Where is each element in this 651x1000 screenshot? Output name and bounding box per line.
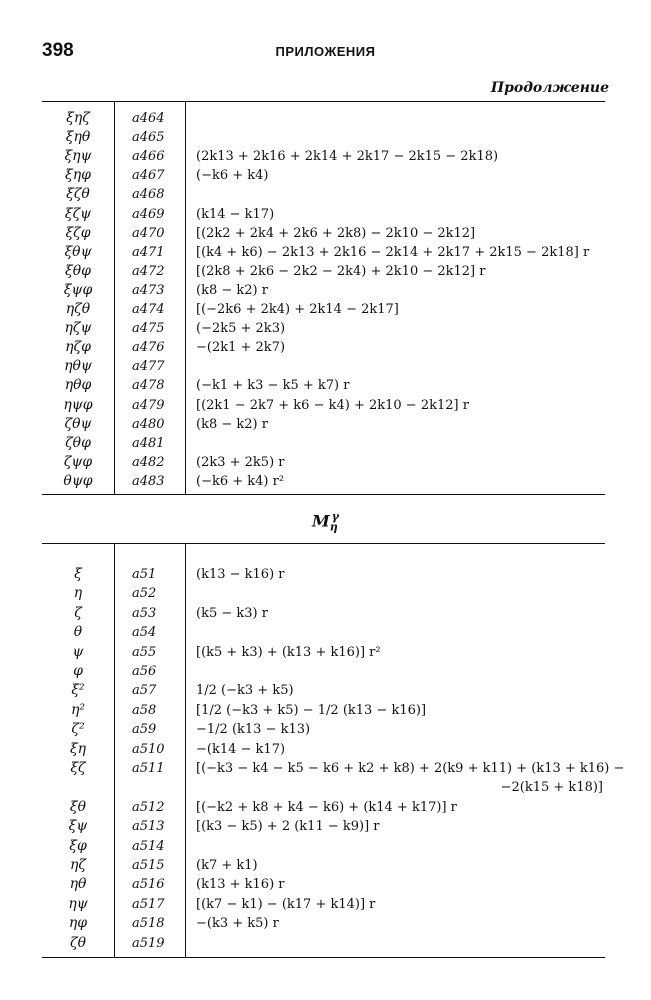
row-expression: [(k4 + k6) − 2k13 + 2k16 − 2k14 + 2k17 + 2k15 − 2k18] r xyxy=(196,244,590,260)
table-row xyxy=(0,109,651,128)
table-row xyxy=(0,895,651,914)
table-row xyxy=(0,300,651,319)
row-coefficient: a481 xyxy=(132,435,165,451)
row-coefficient: a472 xyxy=(132,263,165,279)
row-symbol: ηψφ xyxy=(63,396,93,413)
row-symbol: ηζθ xyxy=(65,301,91,317)
table-row xyxy=(0,681,651,700)
row-symbol: ηζψ xyxy=(64,320,92,337)
row-expression-continuation: −2(k15 + k18)] xyxy=(500,780,603,796)
table-row xyxy=(0,759,651,778)
row-expression: [(k5 + k3) + (k13 + k16)] r² xyxy=(196,644,381,660)
row-symbol: η xyxy=(73,585,83,602)
row-expression: 1/2 (−k3 + k5) xyxy=(196,683,294,699)
row-coefficient: a515 xyxy=(132,858,165,873)
row-coefficient: a483 xyxy=(132,473,165,489)
row-symbol: ζθ xyxy=(69,934,87,951)
row-expression: [(k3 − k5) + 2 (k11 − k9)] r xyxy=(196,819,380,835)
row-expression: (k13 + k16) r xyxy=(196,877,285,893)
row-symbol: ξζψ xyxy=(64,205,92,222)
table-row xyxy=(0,472,651,491)
row-coefficient: a468 xyxy=(132,187,165,203)
row-coefficient: a517 xyxy=(132,896,165,912)
row-expression: (k7 + k1) xyxy=(196,858,258,873)
row-coefficient: a478 xyxy=(132,378,165,394)
row-coefficient: a513 xyxy=(132,819,165,835)
row-symbol: ψ xyxy=(72,643,84,660)
table-row xyxy=(0,262,651,281)
row-expression: (−2k5 + 2k3) xyxy=(196,321,286,337)
table-row xyxy=(0,243,651,262)
row-symbol: ξψ xyxy=(68,818,88,835)
row-coefficient: a469 xyxy=(132,206,165,222)
row-coefficient: a519 xyxy=(132,935,165,951)
row-coefficient: a514 xyxy=(132,838,165,854)
row-coefficient: a476 xyxy=(132,340,165,356)
row-expression: −(k14 − k17) xyxy=(196,741,286,757)
table-row xyxy=(0,701,651,720)
row-symbol: ξζθ xyxy=(66,186,90,203)
row-symbol: ηθφ xyxy=(64,377,92,394)
table-row xyxy=(0,281,651,300)
row-symbol: ζψφ xyxy=(63,453,93,470)
row-symbol: ξηψ xyxy=(64,148,92,165)
table-row xyxy=(0,453,651,472)
row-symbol: ζθψ xyxy=(64,415,92,432)
row-coefficient: a512 xyxy=(132,799,165,815)
table-row xyxy=(0,319,651,338)
row-coefficient: a475 xyxy=(132,321,165,337)
row-expression: [(2k1 − 2k7 + k6 − k4) + 2k10 − 2k12] r xyxy=(196,397,469,413)
row-coefficient: a55 xyxy=(132,644,157,660)
row-symbol: ηζφ xyxy=(65,339,91,356)
table-row xyxy=(0,565,651,584)
row-coefficient: a471 xyxy=(132,244,165,260)
row-coefficient: a477 xyxy=(132,359,165,375)
row-symbol: ξζ xyxy=(70,760,86,776)
row-expression: (2k13 + 2k16 + 2k14 + 2k17 − 2k15 − 2k18) xyxy=(196,149,499,165)
row-expression: [(k7 − k1) − (k17 + k14)] r xyxy=(196,896,376,912)
row-coefficient: a465 xyxy=(132,130,165,146)
row-symbol: ζ xyxy=(74,604,82,621)
row-coefficient: a54 xyxy=(132,625,157,641)
row-coefficient: a56 xyxy=(132,664,157,679)
row-expression: (2k3 + 2k5) r xyxy=(196,454,285,470)
table-row xyxy=(0,934,651,953)
row-coefficient: a480 xyxy=(132,416,165,432)
table-row xyxy=(0,357,651,376)
table-row xyxy=(0,396,651,415)
row-symbol: ζ² xyxy=(71,721,85,738)
row-coefficient: a470 xyxy=(132,225,165,241)
row-coefficient: a51 xyxy=(132,567,157,582)
row-symbol: ξ² xyxy=(71,682,85,699)
row-symbol: ξηζ xyxy=(66,110,90,126)
table-row xyxy=(0,643,651,662)
row-symbol: ηθ xyxy=(69,876,87,893)
row-expression: (−k1 + k3 − k5 + k7) r xyxy=(196,378,350,394)
row-coefficient: a511 xyxy=(132,761,165,776)
row-coefficient: a467 xyxy=(132,168,165,184)
row-coefficient: a59 xyxy=(132,722,157,738)
row-expression: [(−k2 + k8 + k4 − k6) + (k14 + k17)] r xyxy=(196,799,457,815)
row-expression: [(−k3 − k4 − k5 − k6 + k2 + k8) + 2(k9 + k11) + (k13 + k16) − xyxy=(196,761,625,776)
row-expression: (−k6 + k4) xyxy=(196,168,269,184)
row-symbol: ζθφ xyxy=(65,434,91,451)
table2-top-rule xyxy=(42,543,605,544)
table-row xyxy=(0,914,651,933)
table-row-continuation xyxy=(0,778,651,797)
table-row xyxy=(0,856,651,875)
table-row xyxy=(0,166,651,185)
table-row xyxy=(0,415,651,434)
running-head: ПРИЛОЖЕНИЯ xyxy=(275,44,376,59)
row-expression: (k8 − k2) r xyxy=(196,416,268,432)
row-coefficient: a473 xyxy=(132,282,165,298)
table-row xyxy=(0,205,651,224)
row-expression: −1/2 (k13 − k13) xyxy=(196,722,311,738)
table1-bottom-rule xyxy=(42,494,605,495)
continuation-label: Продолжение xyxy=(490,80,609,96)
row-symbol: ξφ xyxy=(69,837,87,854)
table-row xyxy=(0,338,651,357)
table-row xyxy=(0,584,651,603)
row-symbol: ηθψ xyxy=(64,358,92,375)
section-title: $M_\eta^\gamma$ xyxy=(312,510,339,534)
table-row xyxy=(0,740,651,759)
row-symbol: ξη xyxy=(69,740,87,757)
row-coefficient: a474 xyxy=(132,302,165,317)
row-coefficient: a479 xyxy=(132,397,165,413)
row-coefficient: a52 xyxy=(132,586,157,602)
row-symbol: ηζ xyxy=(70,857,86,873)
table-row xyxy=(0,720,651,739)
row-symbol: ξζφ xyxy=(65,224,91,241)
row-coefficient: a516 xyxy=(132,877,165,893)
row-symbol: η² xyxy=(71,701,85,718)
table1-top-rule xyxy=(42,101,605,102)
table-row xyxy=(0,147,651,166)
table-row xyxy=(0,798,651,817)
table-row xyxy=(0,434,651,453)
row-symbol: ξηφ xyxy=(65,167,91,184)
table2-bottom-rule xyxy=(42,957,605,958)
row-expression: (−k6 + k4) r² xyxy=(196,473,285,489)
table-row xyxy=(0,662,651,681)
table-row xyxy=(0,837,651,856)
row-symbol: ξθ xyxy=(69,798,87,815)
page-number: 398 xyxy=(42,40,74,61)
row-expression: [(2k8 + 2k6 − 2k2 − 2k4) + 2k10 − 2k12] r xyxy=(196,263,486,279)
row-symbol: ξψφ xyxy=(63,281,93,298)
row-symbol: θ xyxy=(73,624,83,641)
table-row xyxy=(0,875,651,894)
row-expression: (k14 − k17) xyxy=(196,206,275,222)
table-row xyxy=(0,376,651,395)
row-expression: (k13 − k16) r xyxy=(196,567,285,582)
row-coefficient: a464 xyxy=(132,111,165,126)
row-expression: [1/2 (−k3 + k5) − 1/2 (k13 − k16)] xyxy=(196,702,427,718)
table-row xyxy=(0,604,651,623)
row-coefficient: a57 xyxy=(132,683,157,699)
row-expression: (k8 − k2) r xyxy=(196,282,268,298)
row-coefficient: a482 xyxy=(132,454,165,470)
row-coefficient: a53 xyxy=(132,605,157,621)
row-expression: −(2k1 + 2k7) xyxy=(196,340,286,356)
row-symbol: ηψ xyxy=(68,895,88,912)
table-row xyxy=(0,224,651,243)
row-symbol: ξ xyxy=(74,566,82,582)
row-expression: [(2k2 + 2k4 + 2k6 + 2k8) − 2k10 − 2k12] xyxy=(196,225,476,241)
row-expression: (k5 − k3) r xyxy=(196,605,268,621)
table-row xyxy=(0,128,651,147)
row-symbol: ηφ xyxy=(68,915,88,932)
row-coefficient: a466 xyxy=(132,149,165,165)
row-symbol: ξηθ xyxy=(65,129,91,146)
row-coefficient: a510 xyxy=(132,741,165,757)
table-row xyxy=(0,185,651,204)
row-symbol: ξθψ xyxy=(64,243,92,260)
row-symbol: φ xyxy=(73,663,83,679)
row-symbol: θψφ xyxy=(63,472,93,489)
row-expression: [(−2k6 + 2k4) + 2k14 − 2k17] xyxy=(196,302,399,317)
table-row xyxy=(0,623,651,642)
table-row xyxy=(0,817,651,836)
row-coefficient: a518 xyxy=(132,916,165,932)
row-coefficient: a58 xyxy=(132,702,157,718)
row-symbol: ξθφ xyxy=(65,262,91,279)
row-expression: −(k3 + k5) r xyxy=(196,916,279,932)
